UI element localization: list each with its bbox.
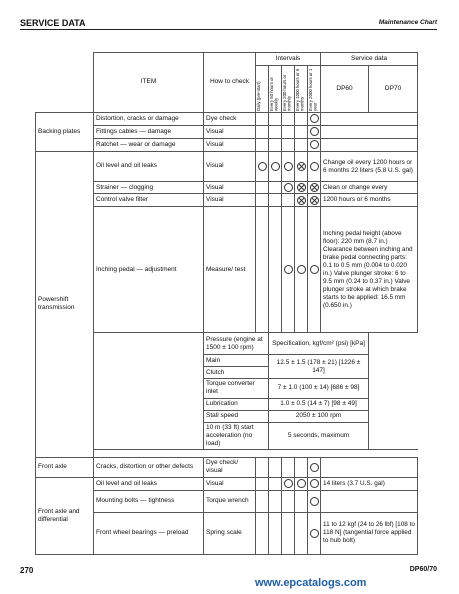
col-intervals: Intervals <box>256 53 321 66</box>
interval-1000h: Every 1000 hours or 6 months <box>295 68 305 111</box>
item-cell: Distortion, cracks or damage <box>94 113 204 126</box>
col-service: Service data <box>321 53 418 66</box>
spec-value: 2050 ± 100 rpm <box>269 410 369 422</box>
spec-value: 5 seconds, maximum <box>269 422 369 449</box>
how-cell: Visual <box>204 182 256 194</box>
service-cell: 1200 hours or 6 months <box>321 194 418 207</box>
replace-icon <box>297 183 306 192</box>
check-circle-icon <box>310 529 319 538</box>
item-cell: Control valve filter <box>94 194 204 207</box>
check-circle-icon <box>310 162 319 171</box>
item-cell: Inching pedal — adjustment <box>94 207 204 333</box>
check-circle-icon <box>297 265 306 274</box>
item-cell: Mounting bolts — tightness <box>94 490 204 512</box>
how-cell: Spring scale <box>204 512 256 554</box>
service-cell: Clean or change every <box>321 182 418 194</box>
replace-icon <box>310 183 319 192</box>
item-cell: Oil level and oil leaks <box>94 477 204 490</box>
replace-icon <box>310 196 319 205</box>
interval-50h: Every 50 hours or weekly <box>269 77 279 111</box>
how-cell: Visual <box>204 477 256 490</box>
check-circle-icon <box>284 265 293 274</box>
group-front-axle: Front axle <box>36 457 94 477</box>
check-circle-icon <box>310 127 319 136</box>
model-footer: DP60/70 <box>409 566 437 573</box>
interval-2000h: Every 2000 hours or 1 year <box>308 68 318 111</box>
spec-label: Clutch <box>204 367 269 379</box>
group-backing: Backing plates <box>36 113 94 152</box>
item-cell: Cracks, distortion or other defects <box>94 457 204 477</box>
spec-label: Lubrication <box>204 398 269 410</box>
service-cell: 14 liters (3.7 U.S. gal) <box>321 477 418 490</box>
how-cell: Visual <box>204 152 256 182</box>
service-cell: Change oil every 1200 hours or 6 months 22 liters (5.8 U.S. gal) <box>321 152 418 182</box>
col-item: ITEM <box>94 53 204 113</box>
item-cell: Front wheel bearings — preload <box>94 512 204 554</box>
check-circle-icon <box>284 162 293 171</box>
spec-value: 1.0 ± 0.5 (14 ± 7) [98 ± 49] <box>269 398 369 410</box>
spec-pressure-label: Pressure (engine at 1500 ± 100 rpm) <box>204 333 269 355</box>
check-circle-icon <box>284 479 293 488</box>
spec-value: 12.5 ± 1.5 (178 ± 21) [1226 ± 147] <box>269 355 369 379</box>
service-cell: 11 to 12 kgf (24 to 26 lbf) [108 to 118 N] (tangential force applied to hub bolt) <box>321 512 418 554</box>
spec-value: 7 ± 1.0 (100 ± 14) [686 ± 98] <box>269 379 369 398</box>
item-cell: Fittings cables — damage <box>94 126 204 139</box>
check-circle-icon <box>310 114 319 123</box>
spec-header: Specification, kgf/cm² (psi) [kPa] <box>269 333 369 355</box>
check-circle-icon <box>297 479 306 488</box>
check-circle-icon <box>310 497 319 506</box>
item-cell: Strainer — clogging <box>94 182 204 194</box>
item-cell: Oil level and oil leaks <box>94 152 204 182</box>
spec-label: Stall speed <box>204 410 269 422</box>
check-circle-icon <box>310 140 319 149</box>
group-front-diff: Front axle and differential <box>36 477 94 554</box>
chart-title: Maintenance Chart <box>378 19 437 26</box>
page-number: 270 <box>20 566 34 575</box>
item-cell: Ratchet — wear or damage <box>94 139 204 152</box>
replace-icon <box>297 196 306 205</box>
spec-label: Main <box>204 355 269 367</box>
model-dp70: DP70 <box>369 66 418 113</box>
how-cell: Visual <box>204 194 256 207</box>
maintenance-table <box>35 52 418 555</box>
how-cell: Torque wrench <box>204 490 256 512</box>
check-circle-icon <box>258 162 267 171</box>
header-rule <box>20 29 437 30</box>
how-cell: Visual <box>204 126 256 139</box>
col-how: How to check <box>204 53 256 113</box>
replace-icon <box>297 162 306 171</box>
watermark-link[interactable]: www.epcatalogs.com <box>255 577 367 589</box>
check-circle-icon <box>284 183 293 192</box>
how-cell: Visual <box>204 139 256 152</box>
how-cell: Measure/ test <box>204 207 256 333</box>
interval-daily: Daily (pre-start) <box>256 81 261 111</box>
service-cell <box>321 490 418 512</box>
check-circle-icon <box>310 463 319 472</box>
spec-label: 10 m (33 ft) start acceleration (no load) <box>204 422 269 449</box>
section-title: SERVICE DATA <box>20 18 86 28</box>
check-circle-icon <box>310 479 319 488</box>
model-dp60: DP60 <box>321 66 369 113</box>
how-cell: Dye check <box>204 113 256 126</box>
interval-200h: Every 200 hours or monthly <box>282 74 292 111</box>
service-cell: Inching pedal height (above floor): 220 mm (8.7 in.) Clearance between inching and brake pedal connecting parts: 0.1 to 0.5 mm (0.004 to 0.020 in.) Valve plunger stroke: 6 to 9.5 mm (0.24 to 0.37 in.) Valve plunger stroke at which brake starts to be applied: 16.5 mm (0.650 in.) <box>321 207 418 333</box>
spec-label: Torque converter inlet <box>204 379 269 398</box>
how-cell: Dye check/ visual <box>204 457 256 477</box>
check-circle-icon <box>310 265 319 274</box>
check-circle-icon <box>271 162 280 171</box>
group-powershift: Powershift transmission <box>36 152 94 458</box>
